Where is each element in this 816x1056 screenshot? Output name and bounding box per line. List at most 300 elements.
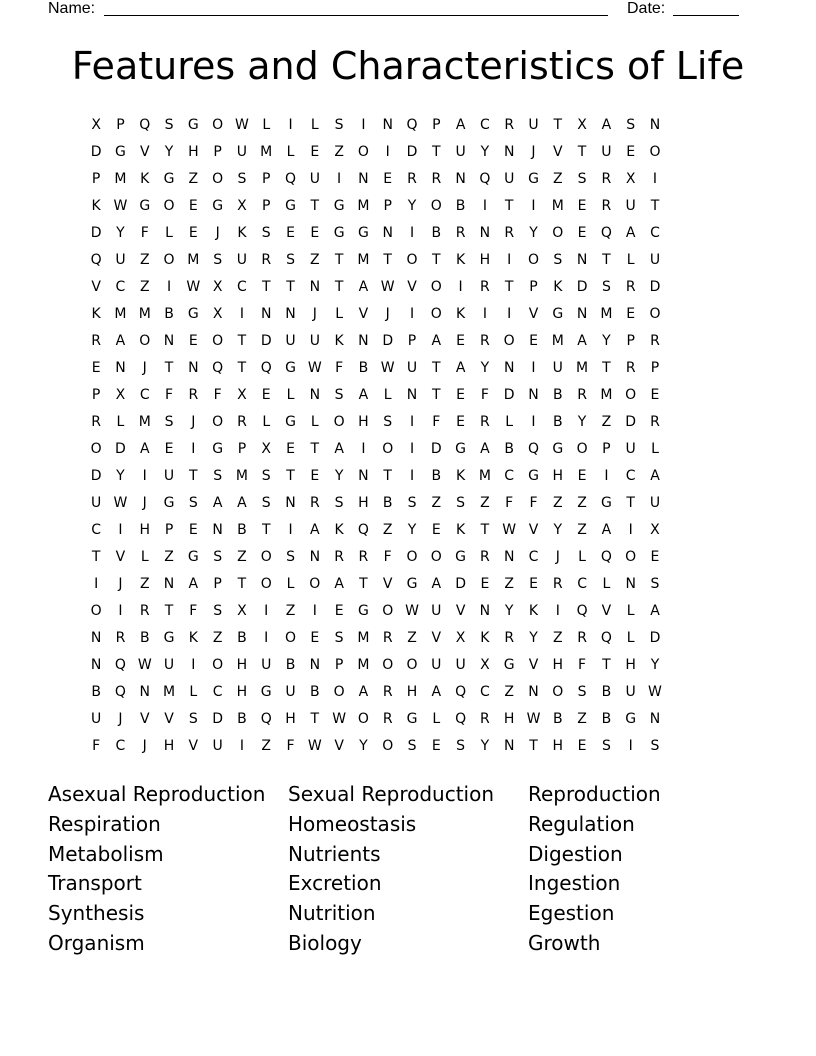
grid-letter: E [310, 630, 320, 646]
grid-letter: C [480, 117, 490, 133]
grid-letter: N [358, 171, 369, 187]
grid-letter: W [186, 279, 201, 295]
grid-letter: Y [529, 225, 538, 241]
grid-letter: X [237, 198, 247, 214]
grid-letter: T [577, 144, 587, 160]
word-item: Egestion [528, 901, 615, 926]
grid-letter: B [237, 711, 247, 727]
grid-letter: B [601, 684, 612, 700]
grid-letter: X [115, 387, 126, 403]
grid-letter: T [650, 198, 660, 214]
grid-letter: O [333, 414, 345, 430]
grid-letter: F [286, 738, 295, 754]
grid-letter: L [286, 144, 295, 160]
grid-letter: G [139, 198, 151, 214]
grid-letter: R [625, 279, 636, 295]
grid-letter: V [91, 279, 101, 295]
grid-letter: O [552, 684, 564, 700]
grid-letter: E [456, 333, 466, 349]
grid-letter: L [310, 414, 319, 430]
grid-letter: T [529, 738, 538, 754]
grid-letter: M [162, 684, 176, 700]
grid-letter: W [307, 738, 322, 754]
grid-letter: D [625, 414, 637, 430]
grid-letter: U [552, 360, 563, 376]
grid-letter: B [431, 468, 442, 484]
grid-letter: U [163, 657, 175, 673]
grid-letter: T [310, 441, 320, 457]
grid-row [84, 382, 732, 409]
grid-letter: N [649, 117, 661, 133]
grid-letter: O [625, 387, 637, 403]
grid-letter: D [455, 576, 466, 592]
grid-letter: Q [406, 117, 418, 133]
grid-letter: J [142, 738, 147, 754]
grid-letter: X [480, 657, 490, 673]
grid-letter: I [482, 306, 487, 322]
grid-letter: W [380, 360, 395, 376]
grid-letter: P [164, 522, 174, 538]
grid-letter: G [163, 495, 175, 511]
grid-letter: N [90, 630, 102, 646]
grid-letter: W [405, 603, 419, 619]
grid-letter: Z [480, 495, 490, 511]
grid-letter: Z [431, 495, 442, 511]
grid-letter: N [528, 684, 539, 700]
grid-letter: R [480, 549, 490, 565]
grid-letter: S [456, 495, 466, 511]
grid-letter: B [285, 657, 296, 673]
grid-letter: N [163, 576, 175, 592]
grid-letter: Z [504, 576, 514, 592]
grid-letter: T [383, 252, 392, 268]
grid-letter: I [239, 306, 244, 322]
grid-letter: Y [529, 630, 538, 646]
grid-letter: G [285, 414, 296, 430]
grid-letter: Q [527, 441, 539, 457]
grid-letter: B [601, 711, 612, 727]
grid-letter: X [577, 117, 587, 133]
grid-letter: Z [188, 171, 199, 187]
grid-letter: U [91, 711, 102, 727]
grid-letter: I [312, 603, 317, 619]
grid-letter: J [531, 144, 536, 160]
grid-letter: R [309, 495, 320, 511]
grid-letter: R [480, 279, 490, 295]
grid-letter: V [382, 576, 393, 592]
grid-letter: U [431, 657, 442, 673]
grid-row [84, 733, 732, 760]
grid-letter: Z [601, 414, 612, 430]
grid-letter: P [334, 657, 344, 673]
grid-letter: G [285, 198, 296, 214]
grid-letter: O [552, 225, 564, 241]
grid-letter: K [553, 279, 563, 295]
grid-letter: R [261, 252, 272, 268]
grid-letter: I [409, 468, 415, 484]
grid-letter: R [407, 171, 417, 187]
grid-row [84, 652, 732, 679]
grid-letter: O [90, 441, 102, 457]
grid-letter: Y [480, 738, 490, 754]
grid-letter: U [236, 252, 248, 268]
grid-letter: V [528, 657, 539, 673]
grid-letter: J [118, 711, 123, 727]
grid-letter: C [212, 684, 223, 700]
grid-letter: Y [504, 603, 514, 619]
grid-letter: I [142, 468, 147, 484]
grid-letter: P [116, 117, 125, 133]
grid-letter: X [625, 171, 636, 187]
grid-letter: E [431, 738, 441, 754]
grid-letter: S [407, 495, 417, 511]
grid-letter: I [458, 279, 463, 295]
grid-letter: M [114, 306, 127, 322]
grid-letter: J [215, 225, 220, 241]
grid-letter: O [430, 198, 442, 214]
grid-letter: H [552, 657, 564, 673]
grid-letter: G [503, 657, 515, 673]
grid-letter: I [604, 468, 609, 484]
grid-letter: Q [212, 360, 224, 376]
grid-letter: S [286, 252, 295, 268]
grid-letter: N [358, 333, 369, 349]
grid-letter: E [577, 738, 587, 754]
grid-letter: Q [114, 657, 126, 673]
grid-letter: L [262, 414, 271, 430]
grid-letter: C [139, 387, 150, 403]
grid-letter: N [139, 684, 150, 700]
grid-letter: S [261, 495, 271, 511]
grid-letter: P [262, 171, 271, 187]
grid-letter: O [260, 549, 272, 565]
grid-letter: Q [600, 549, 612, 565]
grid-letter: E [529, 576, 538, 592]
grid-letter: P [602, 441, 611, 457]
grid-letter: A [650, 468, 660, 484]
grid-letter: B [358, 360, 369, 376]
grid-letter: S [164, 414, 174, 430]
header [0, 0, 816, 20]
grid-letter: M [357, 630, 370, 646]
grid-letter: C [237, 279, 247, 295]
grid-letter: S [261, 225, 271, 241]
grid-letter: I [239, 738, 244, 754]
grid-letter: L [505, 414, 514, 430]
grid-letter: V [188, 738, 199, 754]
grid-letter: H [479, 252, 491, 268]
grid-letter: S [213, 468, 223, 484]
grid-letter: E [431, 522, 441, 538]
grid-letter: U [431, 603, 442, 619]
grid-letter: R [91, 414, 102, 430]
grid-letter: S [286, 549, 295, 565]
grid-letter: L [286, 576, 295, 592]
grid-letter: W [526, 711, 541, 727]
grid-letter: G [406, 711, 418, 727]
grid-letter: I [531, 414, 536, 430]
grid-row [84, 274, 732, 301]
grid-letter: D [90, 144, 102, 160]
grid-letter: H [188, 144, 199, 160]
grid-letter: H [503, 711, 515, 727]
grid-row [84, 544, 732, 571]
grid-letter: Z [285, 603, 296, 619]
grid-letter: Y [164, 144, 174, 160]
grid-letter: N [309, 549, 321, 565]
grid-letter: O [430, 279, 442, 295]
grid-letter: U [236, 144, 248, 160]
grid-letter: Q [260, 360, 272, 376]
grid-letter: R [358, 549, 369, 565]
grid-letter: O [527, 252, 539, 268]
grid-letter: A [625, 225, 636, 241]
word-item: Homeostasis [288, 811, 417, 836]
grid-letter: I [166, 279, 172, 295]
grid-letter: M [235, 468, 248, 484]
grid-letter: V [334, 738, 344, 754]
grid-letter: X [261, 441, 272, 457]
grid-letter: L [626, 630, 635, 646]
grid-letter: R [504, 630, 515, 646]
grid-letter: S [601, 738, 611, 754]
grid-letter: U [625, 198, 636, 214]
grid-letter: N [309, 387, 321, 403]
grid-letter: R [480, 414, 490, 430]
grid-letter: E [626, 306, 636, 322]
grid-letter: H [236, 684, 248, 700]
grid-letter: I [652, 171, 658, 187]
grid-letter: D [649, 630, 661, 646]
grid-letter: I [118, 603, 123, 619]
grid-letter: O [90, 603, 102, 619]
grid-letter: T [237, 360, 247, 376]
grid-letter: O [382, 738, 394, 754]
grid-row [84, 166, 732, 193]
grid-letter: N [649, 711, 661, 727]
grid-letter: Q [455, 711, 467, 727]
grid-letter: T [91, 549, 101, 565]
grid-letter: X [237, 387, 247, 403]
grid-letter: D [90, 225, 102, 241]
grid-letter: Q [479, 171, 491, 187]
grid-letter: A [358, 387, 369, 403]
grid-letter: I [507, 306, 512, 322]
grid-letter: R [334, 549, 344, 565]
grid-letter: J [385, 306, 390, 322]
grid-letter: A [334, 576, 344, 592]
grid-letter: N [503, 144, 515, 160]
grid-letter: B [504, 441, 514, 457]
grid-letter: I [531, 360, 536, 376]
grid-letter: O [309, 576, 321, 592]
grid-letter: P [626, 333, 635, 349]
grid-letter: C [115, 279, 126, 295]
grid-letter: T [261, 522, 271, 538]
grid-letter: I [482, 198, 487, 214]
grid-letter: B [310, 684, 320, 700]
grid-letter: U [309, 171, 320, 187]
grid-letter: T [504, 279, 514, 295]
grid-letter: Z [334, 144, 344, 160]
grid-letter: R [115, 630, 126, 646]
grid-letter: B [237, 522, 247, 538]
grid-row [84, 571, 732, 598]
grid-letter: I [191, 657, 196, 673]
word-item: Nutrients [288, 841, 381, 866]
grid-letter: O [163, 198, 175, 214]
grid-letter: R [601, 198, 612, 214]
grid-letter: D [115, 441, 126, 457]
grid-letter: R [237, 414, 247, 430]
grid-letter: K [456, 522, 466, 538]
grid-letter: D [576, 279, 588, 295]
grid-letter: G [333, 225, 345, 241]
grid-letter: J [118, 576, 123, 592]
grid-letter: L [310, 117, 319, 133]
grid-letter: Z [139, 576, 150, 592]
grid-letter: I [409, 225, 415, 241]
grid-letter: Q [139, 117, 151, 133]
grid-letter: S [407, 738, 417, 754]
grid-letter: P [91, 387, 101, 403]
grid-letter: H [552, 468, 564, 484]
grid-letter: K [528, 603, 539, 619]
grid-row [84, 247, 732, 274]
grid-letter: E [577, 198, 587, 214]
grid-row [84, 679, 732, 706]
grid-letter: L [189, 684, 198, 700]
grid-letter: U [455, 657, 466, 673]
grid-letter: L [578, 549, 586, 565]
word-item: Asexual Reproduction [48, 782, 266, 806]
grid-letter: U [285, 684, 296, 700]
grid-letter: O [212, 171, 224, 187]
grid-letter: K [334, 522, 344, 538]
grid-letter: O [382, 441, 394, 457]
grid-letter: U [285, 333, 296, 349]
grid-letter: S [577, 684, 587, 700]
grid-letter: P [432, 117, 441, 133]
grid-letter: C [480, 684, 490, 700]
word-item: Nutrition [288, 901, 376, 926]
grid-letter: T [432, 252, 441, 268]
grid-letter: T [359, 576, 368, 592]
grid-letter: B [431, 225, 442, 241]
word-item: Digestion [528, 841, 623, 866]
grid-letter: G [187, 549, 199, 565]
grid-row [84, 193, 732, 220]
grid-letter: K [237, 225, 247, 241]
grid-letter: I [361, 441, 366, 457]
grid-letter: W [113, 495, 128, 511]
grid-letter: C [625, 468, 636, 484]
grid-letter: N [503, 360, 515, 376]
grid-letter: I [264, 603, 269, 619]
grid-letter: A [480, 441, 490, 457]
grid-letter: N [479, 603, 491, 619]
grid-letter: X [91, 117, 101, 133]
grid-letter: E [91, 360, 101, 376]
grid-letter: E [286, 441, 295, 457]
grid-letter: O [260, 576, 272, 592]
grid-letter: S [334, 630, 344, 646]
grid-letter: Y [116, 225, 125, 241]
grid-letter: J [142, 495, 147, 511]
grid-letter: L [626, 603, 635, 619]
grid-letter: E [650, 549, 660, 565]
grid-letter: J [555, 549, 560, 565]
grid-letter: R [504, 225, 515, 241]
grid-letter: Q [600, 630, 612, 646]
grid-letter: F [505, 495, 514, 511]
grid-letter: N [90, 657, 102, 673]
grid-letter: Y [480, 360, 490, 376]
grid-letter: G [163, 630, 175, 646]
grid-letter: N [406, 387, 418, 403]
grid-letter: F [92, 738, 101, 754]
date-label: Date: [627, 0, 666, 17]
grid-letter: O [212, 414, 224, 430]
grid-letter: S [334, 387, 344, 403]
grid-letter: W [332, 711, 347, 727]
grid-letter: Y [577, 414, 587, 430]
grid-letter: A [455, 360, 466, 376]
grid-letter: R [431, 171, 442, 187]
grid-letter: M [478, 468, 491, 484]
grid-letter: X [237, 603, 247, 619]
grid-letter: U [309, 333, 320, 349]
grid-letter: A [115, 333, 126, 349]
grid-letter: R [650, 333, 660, 349]
grid-letter: U [625, 684, 636, 700]
grid-letter: V [139, 711, 150, 727]
grid-letter: P [213, 144, 222, 160]
grid-letter: T [286, 279, 295, 295]
grid-letter: S [601, 279, 611, 295]
grid-letter: K [91, 198, 101, 214]
grid-letter: G [212, 441, 224, 457]
grid-row [84, 112, 732, 139]
grid-letter: B [91, 684, 101, 700]
grid-letter: B [552, 387, 563, 403]
grid-letter: B [164, 306, 174, 322]
grid-letter: S [626, 117, 636, 133]
grid-letter: G [600, 495, 612, 511]
grid-letter: A [455, 117, 466, 133]
grid-letter: F [213, 387, 222, 403]
grid-letter: A [237, 495, 247, 511]
grid-letter: I [264, 630, 269, 646]
grid-letter: U [504, 171, 515, 187]
grid-letter: Z [577, 522, 587, 538]
grid-letter: E [310, 468, 320, 484]
grid-row [84, 301, 732, 328]
grid-letter: F [529, 495, 538, 511]
grid-letter: O [382, 603, 394, 619]
grid-letter: N [503, 738, 515, 754]
grid-letter: E [577, 468, 587, 484]
grid-letter: M [114, 171, 127, 187]
grid-letter: L [116, 414, 125, 430]
grid-letter: Q [285, 171, 297, 187]
grid-letter: W [307, 360, 322, 376]
grid-letter: O [333, 684, 345, 700]
grid-letter: W [380, 279, 395, 295]
grid-letter: N [285, 306, 296, 322]
grid-letter: Z [164, 549, 174, 565]
grid-letter: Z [310, 252, 320, 268]
